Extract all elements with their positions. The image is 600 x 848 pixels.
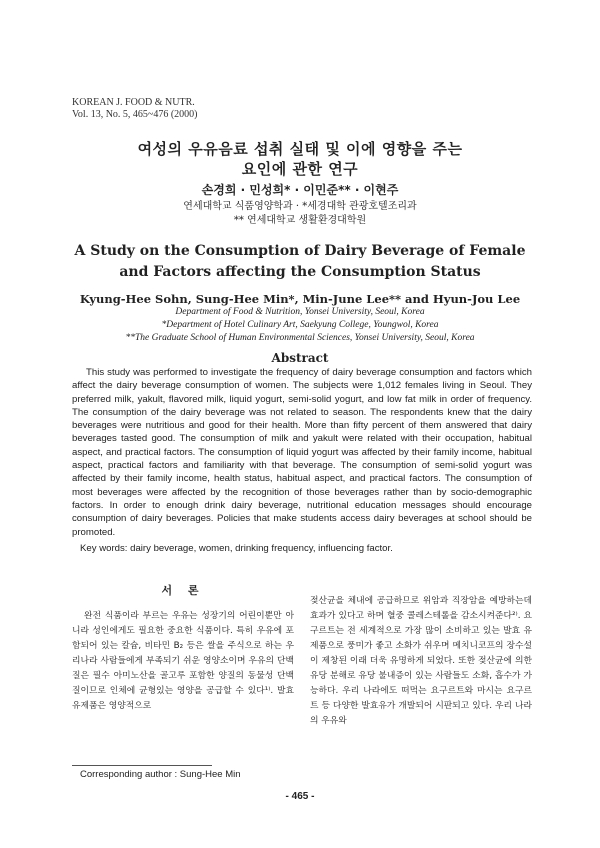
journal-name: KOREAN J. FOOD & NUTR. (72, 97, 195, 108)
corresponding-author-footnote: Corresponding author : Sung-Hee Min (80, 769, 241, 780)
english-title-line-2: and Factors affecting the Consumption Status (119, 264, 481, 280)
korean-title-line-1: 여성의 우유음료 섭취 실태 및 이에 영향을 주는 (137, 140, 463, 158)
english-title-line-1: A Study on the Consumption of Dairy Beverage of Female (74, 243, 526, 259)
english-affiliation-2: *Department of Hotel Culinary Art, Saekyung College, Youngwol, Korea (161, 320, 439, 330)
abstract-heading: Abstract (271, 351, 329, 365)
keywords: Key words: dairy beverage, women, drinking frequency, influencing factor. (80, 543, 393, 554)
body-column-right: 젖산균을 체내에 공급하므로 위암과 직장암을 예방하는데 효과가 있다고 하며 혈중 콜레스테롤을 감소시켜준다²⁾. 요구르트는 전 세계적으로 가장 많이 소비하고 있는 발효 유제품으로 풍미가 좋고 소화가 쉬우며 메치니코프의 장수설이 제창된 이래 더욱 유명하게 되었다. 또한 젖산균에 의한 유당 분해로 유당 불내증이 있는 사람들도 소화, 흡수가 가능하다. 우리 나라에도 떠먹는 요구르트와 마시는 요구르트 등 다양한 발효유가 개발되어 시판되고 있다. 우리 나라의 우유와 (310, 596, 532, 726)
korean-affiliation-1: 연세대학교 식품영양학과 · *세경대학 관광호텔조리과 (183, 201, 417, 212)
abstract-text: This study was performed to investigate the frequency of dairy beverage consumption and factors which affect the dairy beverage consumption of women. The subjects were 1,012 females living in Seoul. They preferred milk, yakult, flavored milk, liquid yogurt, semi-solid yogurt, and low fat milk in order of frequency. The consumption of the dairy beverage was not related to season. The respondents knew that the dairy beverages were nutritious and good for their health. More than fifty percent of them answered that dairy beverages tasted good. The consumption of milk and yakult were related with their occupation, habitual aspect, and practical factors. The consumption of liquid yogurt was affected by their family income, habitual aspect, practical factors and familiarity with that beverage. The consumption of semi-solid yogurt was affected by their family income, health status, habitual aspect, and practical factors. The consumption of most beverages were affected by the recognition of those beverages rather than by socio-demographic factors. In order to enough drink dairy beverage, nutritional education messages should encourage consumption of dairy beverages. Policies that make students access dairy beverages at school should be promoted. (72, 367, 532, 538)
page-number: - 465 - (285, 791, 315, 802)
korean-title-line-2: 요인에 관한 연구 (241, 160, 359, 178)
korean-affiliation-2: ** 연세대학교 생활환경대학원 (233, 215, 367, 226)
korean-authors: 손경희 · 민성희* · 이민준** · 이현주 (201, 183, 399, 197)
journal-citation (72, 97, 198, 121)
footnote-rule (72, 765, 212, 766)
english-authors: Kyung-Hee Sohn, Sung-Hee Min*, Min-June Lee** and Hyun-Jou Lee (79, 292, 521, 306)
body-column-left: 완전 식품이라 부르는 우유는 성장기의 어린이뿐만 아니라 성인에게도 필요한 중요한 식품이다. 특히 우유에 포함되어 있는 칼슘, 비타민 B₂ 등은 쌀을 주식으로 하는 우리나라 사람들에게 부족되기 쉬운 영양소이며 우유의 단백질은 필수 아미노산을 골고루 포함한 양질의 동물성 단백질이므로 인체에 균형있는 영양을 공급할 수 있다¹⁾. 발효 유제품은 영양적으로 (72, 611, 294, 711)
journal-volume: Vol. 13, No. 5, 465~476 (2000) (72, 109, 198, 120)
english-affiliation-3: **The Graduate School of Human Environmental Sciences, Yonsei University, Seoul, Korea (125, 333, 475, 343)
english-affiliation-1: Department of Food & Nutrition, Yonsei University, Seoul, Korea (175, 307, 425, 317)
section-heading-introduction: 서 론 (161, 584, 205, 597)
